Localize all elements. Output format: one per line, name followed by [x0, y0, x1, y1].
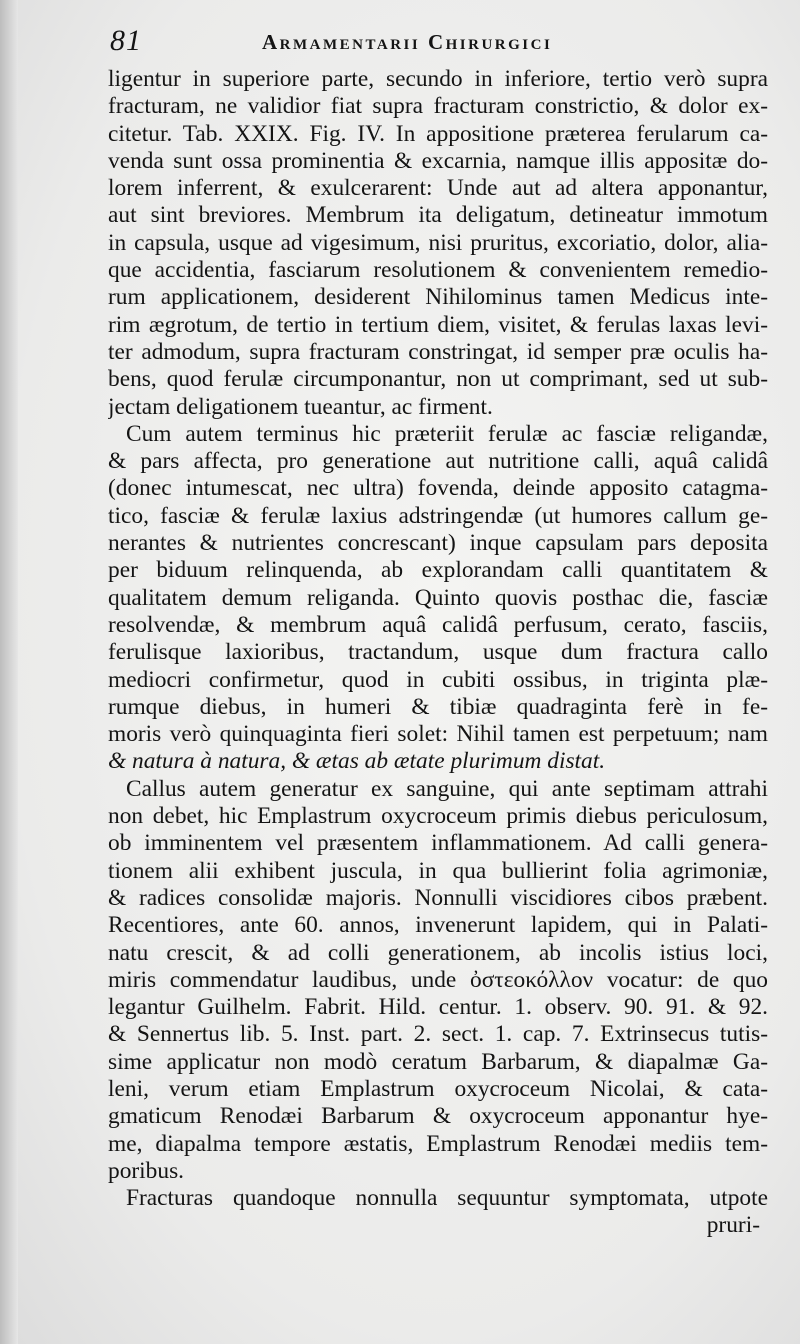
text-line: resolvendæ, & membrum aquâ calidâ perfusum, cerato, fasciis, [108, 611, 768, 638]
text-line: moris verò quinquaginta fieri solet: Nihil tamen est perpetuum; nam [108, 721, 768, 748]
text-line: per biduum relinquenda, ab explorandam calli quantitatem & [108, 557, 768, 584]
text-line: & Sennertus lib. 5. Inst. part. 2. sect. 1. cap. 7. Extrinsecus tutis- [108, 1021, 768, 1048]
text-line: leni, verum etiam Emplastrum oxycroceum Nicolai, & cata- [108, 1075, 768, 1102]
text-line: ligentur in superiore parte, secundo in inferiore, tertio verò supra [108, 66, 768, 92]
text-line: ter admodum, supra fracturam constringat, id semper præ oculis ha- [108, 338, 768, 365]
text-line: lorem inferrent, & exulcerarent: Unde aut ad altera apponantur, [108, 175, 768, 202]
text-line: (donec intumescat, nec ultra) fovenda, deinde apposito catagma- [108, 475, 768, 502]
text-line: fracturam, ne validior fiat supra fracturam constrictio, & dolor ex- [108, 93, 768, 120]
text-line: natu crescit, & ad colli generationem, ab incolis istius loci, [108, 939, 768, 966]
text-line: aut sint breviores. Membrum ita deligatum, detineatur immotum [108, 202, 768, 229]
page-header [110, 24, 764, 64]
body-text [108, 66, 768, 1240]
text-line: in capsula, usque ad vigesimum, nisi pruritus, excoriatio, dolor, alia- [108, 229, 768, 256]
text-line: jectam deligationem tueantur, ac firment. [108, 393, 493, 420]
text-line: Recentiores, ante 60. annos, invenerunt lapidem, qui in Palati- [108, 912, 768, 939]
text-line: poribus. [108, 1157, 185, 1184]
text-line: legantur Guilhelm. Fabrit. Hild. centur. 1. observ. 90. 91. & 92. [108, 994, 768, 1021]
text-line: nerantes & nutrientes concrescant) inque capsulam pars deposita [108, 530, 768, 557]
text-line: ferulisque laxioribus, tractandum, usque dum fractura callo [108, 639, 768, 666]
text-line: non debet, hic Emplastrum oxycroceum primis diebus periculosum, [108, 803, 768, 830]
text-line: Callus autem generatur ex sanguine, qui ante septimam attrahi [126, 775, 768, 802]
text-line: mediocri confirmetur, quod in cubiti ossibus, in triginta plæ- [108, 666, 768, 693]
text-line: & radices consolidæ majoris. Nonnulli viscidiores cibos præbent. [108, 884, 768, 911]
text-line: Cum autem terminus hic præteriit ferulæ ac fasciæ religandæ, [126, 420, 768, 447]
page-number: 81 [110, 24, 142, 57]
text-line: rim ægrotum, de tertio in tertium diem, visitet, & ferulas laxas levi- [108, 311, 768, 338]
text-line: qualitatem demum religanda. Quinto quovis posthac die, fasciæ [108, 584, 768, 611]
text-line: citetur. Tab. XXIX. Fig. IV. In appositione præterea ferularum ca- [108, 120, 768, 147]
catchword: pruri- [706, 1212, 760, 1239]
text-line: tionem alii exhibent juscula, in qua bullierint folia agrimoniæ, [108, 857, 768, 884]
text-line: tico, fasciæ & ferulæ laxius adstringendæ (ut humores callum ge- [108, 502, 768, 529]
text-line: ob imminentem vel præsentem inflammationem. Ad calli genera- [108, 830, 768, 857]
page-gutter-shadow [0, 0, 18, 1344]
text-line: & natura à natura, & ætas ab ætate plurimum distat. [108, 748, 606, 775]
running-head: Armamentarii Chirurgici [262, 30, 553, 54]
text-line: Fracturas quandoque nonnulla sequuntur symptomata, utpote [126, 1185, 768, 1212]
text-line: miris commendatur laudibus, unde ὀστεοκόλλον vocatur: de quo [108, 966, 768, 993]
text-line: sime applicatur non modò ceratum Barbarum, & diapalmæ Ga- [108, 1048, 768, 1075]
text-line: que accidentia, fasciarum resolutionem & convenientem remedio- [108, 257, 768, 284]
text-line: & pars affecta, pro generatione aut nutritione calli, aquâ calidâ [108, 448, 768, 475]
text-line: me, diapalma tempore æstatis, Emplastrum Renodæi mediis tem- [108, 1130, 768, 1157]
text-line: rumque diebus, in humeri & tibiæ quadraginta ferè in fe- [108, 693, 768, 720]
text-line: venda sunt ossa prominentia & excarnia, namque illis appositæ do- [108, 147, 768, 174]
text-line: gmaticum Renodæi Barbarum & oxycroceum apponantur hye- [108, 1103, 768, 1130]
text-line: rum applicationem, desiderent Nihilominus tamen Medicus inte- [108, 284, 768, 311]
text-line: bens, quod ferulæ circumponantur, non ut comprimant, sed ut sub- [108, 366, 768, 393]
